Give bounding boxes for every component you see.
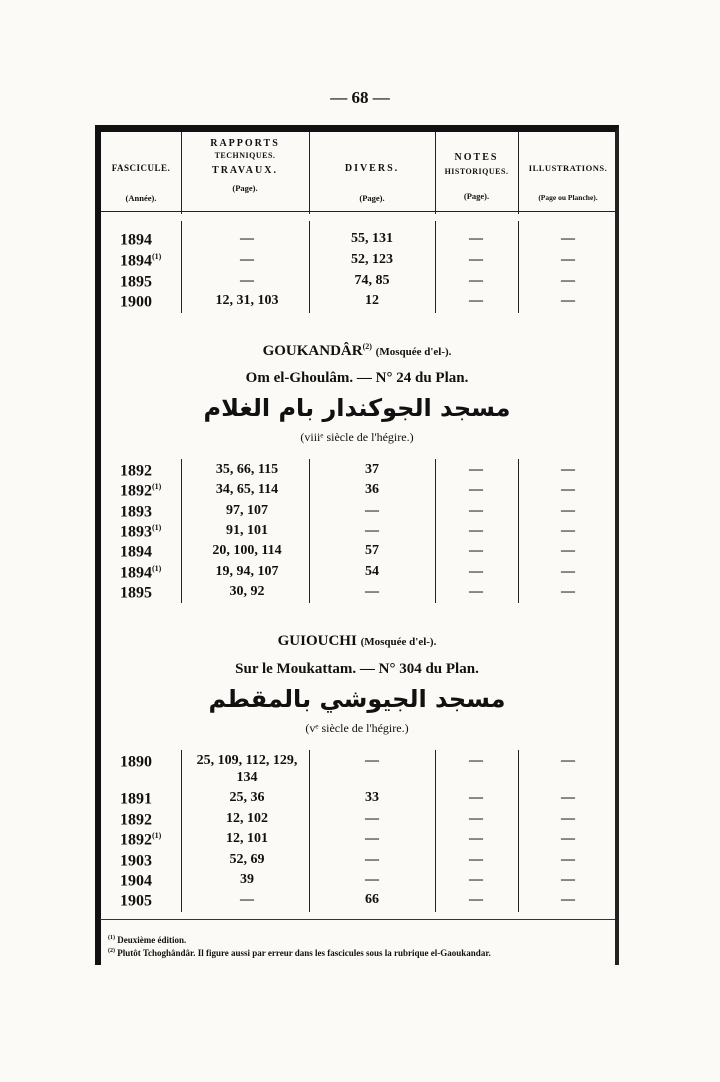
century-guiouchi: (vᵉ siècle de l'hégire.): [305, 721, 409, 735]
year-cell: 1890: [120, 753, 152, 771]
table-row: 1905 — 66 — —: [120, 892, 575, 910]
year-cell: 1892: [120, 811, 152, 829]
year-cell: 1893$^{(1)}$: [120, 523, 162, 541]
table-row: 1894 20, 100, 114 57 — —: [120, 543, 575, 561]
year-cell: 1894$^{(1)}$: [120, 252, 162, 270]
arabic-name-guiouchi: مسجد الجيوشي بالمقطم: [208, 685, 506, 713]
year-cell: 1895: [120, 584, 152, 602]
year-cell: 1900: [120, 293, 152, 311]
table-row: 1894$^{(1)}$ 19, 94, 107 54 — —: [120, 564, 575, 582]
table-row: 1895 30, 92 — — —: [120, 584, 575, 602]
year-cell: 1894: [120, 231, 152, 249]
footnote-2: $^{(2)}$ Plutôt Tchoghândâr. Il figure aussi par erreur dans les fascicules sous la rubrique el-Gaoukandar.: [108, 948, 491, 958]
table-row: 1892$^{(1)}$ 12, 101 — — —: [120, 831, 575, 849]
col-head-illustrations: ILLUSTRATIONS. (Page ou Planche).: [528, 163, 608, 202]
table-row: 1894$^{(1)}$ — 52, 123 — —: [120, 252, 575, 270]
year-cell: 1894$^{(1)}$: [120, 564, 162, 582]
year-cell: 1904: [120, 872, 152, 890]
table-row: 1903 52, 69 — — —: [120, 852, 575, 870]
year-cell: 1893: [120, 503, 152, 521]
table-row: 1895 — 74, 85 — —: [120, 273, 575, 291]
footnote-rule: [100, 919, 615, 920]
table-row: 1900 12, 31, 103 12 — —: [120, 293, 575, 311]
table-row: 1893$^{(1)}$ 91, 101 — — —: [120, 523, 575, 541]
year-cell: 1892$^{(1)}$: [120, 482, 162, 500]
table-row: 1904 39 — — —: [120, 872, 575, 890]
col-head-divers: DIVERS. (Page).: [344, 163, 400, 203]
century-goukandar: (viiiᵉ siècle de l'hégire.): [300, 430, 414, 444]
year-cell: 1892$^{(1)}$: [120, 831, 162, 849]
arabic-name-goukandar: مسجد الجوكندار بام الغلام: [203, 394, 511, 422]
section-subtitle-goukandar: Om el-Ghoulâm. — N° 24 du Plan.: [245, 370, 469, 386]
header-rule: [101, 211, 615, 212]
year-cell: 1892: [120, 462, 152, 480]
table-row-continuation: 134: [236, 770, 258, 785]
year-cell: 1905: [120, 892, 152, 910]
table-row: 1892$^{(1)}$ 34, 65, 114 36 — —: [120, 482, 575, 500]
table-row: 1892 12, 102 — — —: [120, 811, 575, 829]
table-row: 1891 25, 36 33 — —: [120, 790, 575, 808]
page-number: — 68 —: [330, 88, 390, 107]
table-row: 1894 — 55, 131 — —: [120, 231, 575, 249]
col-head-rapports: RAPPORTS TECHNIQUES. TRAVAUX. (Page).: [210, 138, 280, 193]
section-title-goukandar: GOUKANDÂR$^{(2)}$ (Mosquée d'el-).: [262, 342, 452, 359]
section-subtitle-guiouchi: Sur le Moukattam. — N° 304 du Plan.: [235, 661, 479, 677]
col-head-fascicule: FASCICULE. (Année).: [111, 163, 171, 204]
table-row: 1892 35, 66, 115 37 — —: [120, 462, 575, 480]
year-cell: 1894: [120, 543, 152, 561]
section-title-guiouchi: GUIOUCHI (Mosquée d'el-).: [277, 633, 437, 649]
year-cell: 1895: [120, 273, 152, 291]
col-head-notes: NOTES HISTORIQUES. (Page).: [444, 152, 509, 201]
table-row: 1893 97, 107 — — —: [120, 503, 575, 521]
year-cell: 1891: [120, 790, 152, 808]
year-cell: 1903: [120, 852, 152, 870]
footnote-1: $^{(1)}$ Deuxième édition.: [108, 935, 187, 945]
table-row: 1890 25, 109, 112, 129, — — —: [120, 753, 575, 771]
